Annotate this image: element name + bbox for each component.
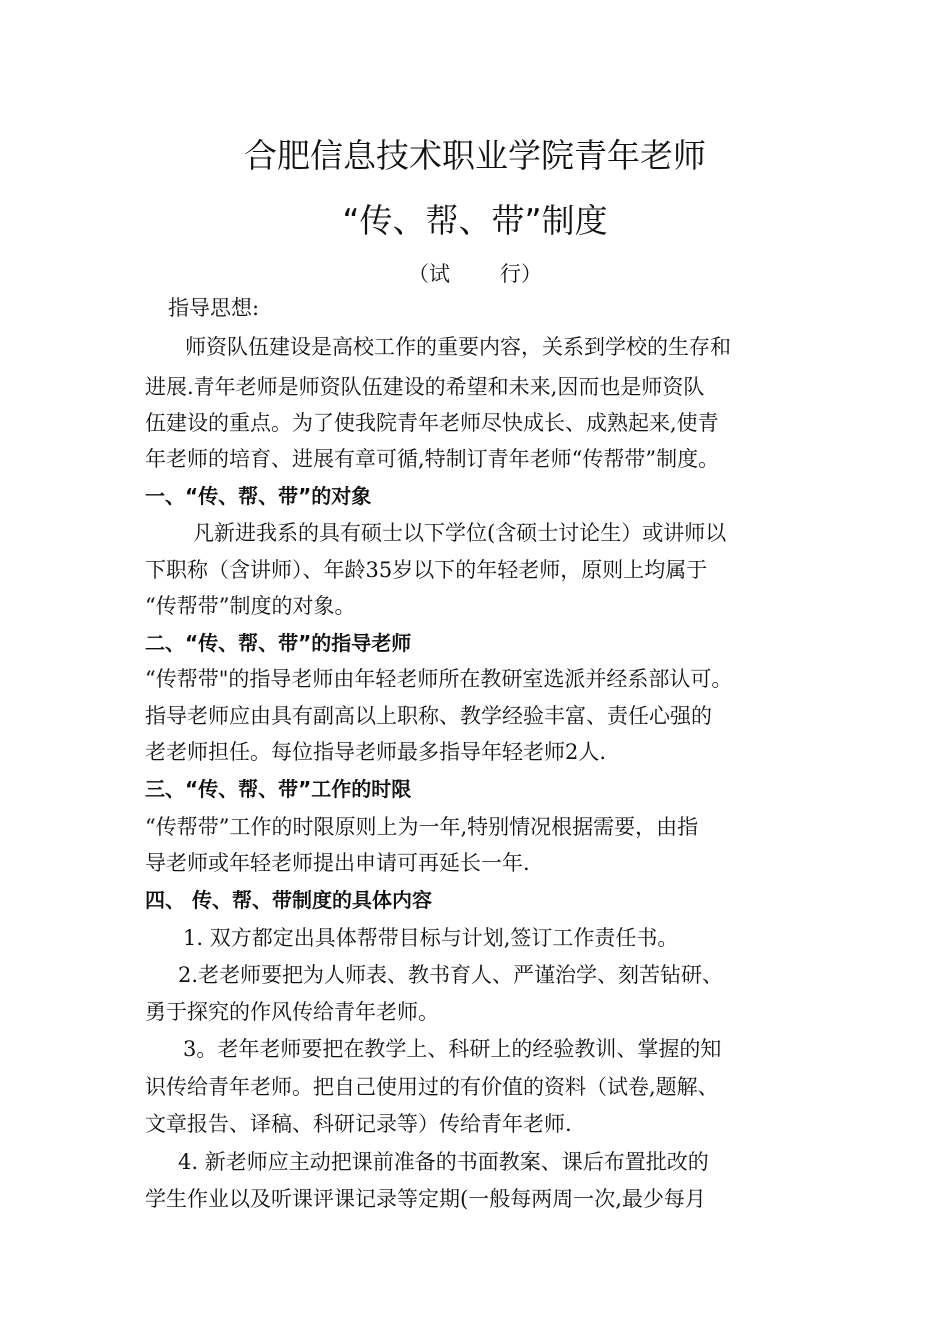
paragraph-line: 进展.青年老师是师资队伍建设的希望和未来,因而也是师资队 [145,375,705,399]
section-heading-1: 一、“传、帮、带”的对象 [145,484,372,508]
section-heading-3: 三、“传、帮、带”工作的时限 [145,777,412,801]
section-heading-4: 四、 传、帮、带制度的具体内容 [145,888,432,912]
paragraph-line: 凡新进我系的具有硕士以下学位(含硕士讨论生）或讲师以 [193,521,727,545]
paragraph-line: 文章报告、译稿、科研记录等）传给青年老师. [145,1112,572,1136]
section-heading-2: 二、“传、帮、带”的指导老师 [145,631,412,655]
paragraph-line: 导老师或年轻老师提出申请可再延长一年. [145,851,530,875]
subtitle-open: （试 [408,262,450,286]
list-item-3: 3。老年老师要把在教学上、科研上的经验教训、掌握的知 [183,1037,722,1061]
section-label-guiding-thought: 指导思想: [168,296,260,320]
paragraph-line: “传帮带"的指导老师由年轻老师所在教研室选派并经系部认可。 [145,667,733,691]
document-title-line2: “传、帮、带”制度 [342,201,608,240]
paragraph-line: 年老师的培育、进展有章可循,特制订青年老师“传帮带”制度。 [145,447,720,471]
paragraph-line: “传帮带”制度的对象。 [145,594,356,618]
paragraph-line: 伍建设的重点。为了使我院青年老师尽快成长、成熟起来,使青 [145,411,719,435]
paragraph-line: 下职称（含讲师）、年龄35岁以下的年轻老师，原则上均属于 [145,558,708,582]
subtitle-close: 行） [500,262,542,286]
paragraph-line: 老老师担任。每位指导老师最多指导年轻老师2人. [145,740,607,764]
paragraph-line: 指导老师应由具有副高以上职称、教学经验丰富、责任心强的 [145,704,712,728]
paragraph-line: “传帮带”工作的时限原则上为一年,特别情况根据需要，由指 [145,815,699,839]
document-title-line1: 合肥信息技术职业学院青年老师 [244,136,706,175]
list-item-4: 4. 新老师应主动把课前准备的书面教案、课后布置批改的 [178,1150,709,1174]
paragraph-line: 师资队伍建设是高校工作的重要内容，关系到学校的生存和 [185,335,731,359]
paragraph-line: 学生作业以及听课评课记录等定期(一般每两周一次,最少每月 [145,1187,706,1211]
list-item-1: 1. 双方都定出具体帮带目标与计划,签订工作责任书。 [183,926,679,950]
paragraph-line: 勇于探究的作风传给青年老师。 [145,1000,439,1024]
paragraph-line: 识传给青年老师。把自己使用过的有价值的资料（试卷,题解、 [145,1075,719,1099]
list-item-2: 2.老老师要把为人师表、教书育人、严谨治学、刻苦钻研、 [178,963,724,987]
document-subtitle [0,258,950,288]
